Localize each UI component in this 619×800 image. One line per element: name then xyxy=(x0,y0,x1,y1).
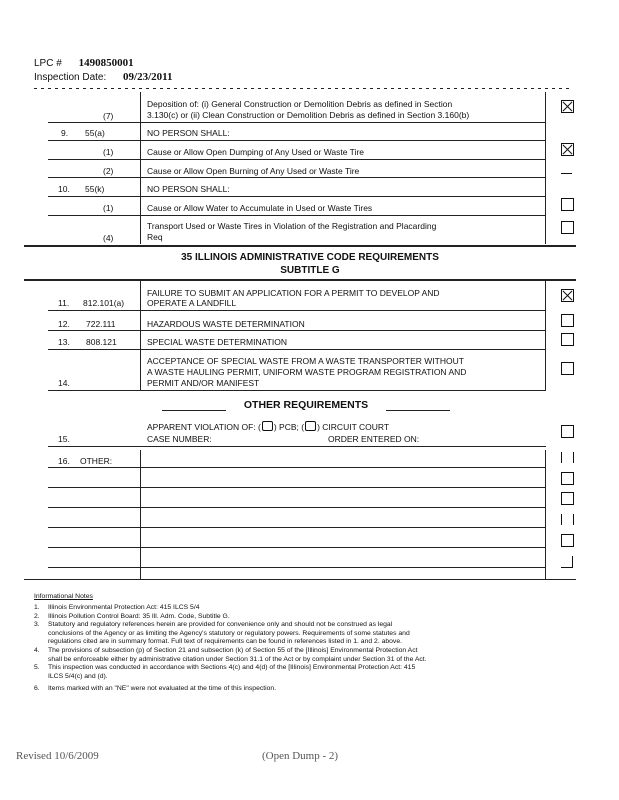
pcb-checkbox[interactable] xyxy=(262,421,273,431)
row-7-text-1: Deposition of: (i) General Construction or Demolition Debris as defined in Section xyxy=(147,99,453,109)
other-line-3 xyxy=(48,507,546,508)
column-rule xyxy=(545,450,546,580)
inspection-date xyxy=(34,71,173,83)
inspection-date-value: 09/23/2011 xyxy=(123,71,173,83)
row-16-number: 16. xyxy=(58,456,70,466)
lpc-label: LPC # xyxy=(34,58,62,69)
other-checkbox-3[interactable] xyxy=(561,492,574,505)
column-rule xyxy=(545,281,546,391)
lpc-number xyxy=(34,57,134,69)
section-35-subtitle: SUBTITLE G xyxy=(280,265,340,276)
row-10-text: NO PERSON SHALL: xyxy=(147,184,230,194)
row-12-checkbox[interactable] xyxy=(561,314,574,327)
lpc-value: 1490850001 xyxy=(78,57,134,69)
row-14-checkbox[interactable] xyxy=(561,362,574,375)
note-6 xyxy=(34,685,554,694)
note-line: The provisions of subsection (p) of Section 21 and subsection (k) of Section 55 of the [Illinois] Environmental Protection Act xyxy=(48,646,418,654)
other-requirements-title: OTHER REQUIREMENTS xyxy=(243,399,369,411)
notes-heading: Informational Notes xyxy=(34,593,93,600)
case-number-label: CASE NUMBER: xyxy=(147,434,212,444)
row-rule xyxy=(48,330,546,331)
circuit-court-checkbox[interactable] xyxy=(305,421,316,431)
row-13-code: 808.121 xyxy=(86,337,117,347)
row-11-checkbox[interactable] xyxy=(561,289,574,302)
note-1 xyxy=(34,604,554,613)
apparent-violation-label: APPARENT VIOLATION OF: xyxy=(147,422,256,432)
other-line-5 xyxy=(48,547,546,548)
row-10-4-text-1: Transport Used or Waste Tires in Violation of the Registration and Placarding xyxy=(147,221,437,231)
order-entered-label: ORDER ENTERED ON: xyxy=(328,434,420,444)
column-rule xyxy=(140,450,141,580)
other-checkbox-5[interactable] xyxy=(561,534,574,547)
row-14-number: 14. xyxy=(58,378,70,388)
note-5 xyxy=(34,664,554,681)
note-number: 1. xyxy=(34,604,40,611)
row-10-4-text-2: Req xyxy=(147,232,163,242)
row-rule xyxy=(48,349,546,350)
note-line: Illinois Environmental Protection Act: 415 ILCS 5/4 xyxy=(48,604,200,611)
row-7-code: (7) xyxy=(103,111,114,121)
column-rule xyxy=(140,281,141,391)
row-14-text-2: A WASTE HAULING PERMIT, UNIFORM WASTE PROGRAM REGISTRATION AND xyxy=(147,367,467,377)
note-number: 3. xyxy=(34,621,40,629)
row-rule xyxy=(48,140,546,141)
row-12-text: HAZARDOUS WASTE DETERMINATION xyxy=(147,319,305,329)
row-rule xyxy=(48,159,546,160)
row-rule xyxy=(48,177,546,178)
other-line-2 xyxy=(48,487,546,488)
row-12-code: 722.111 xyxy=(86,319,116,329)
row-11-text-1: FAILURE TO SUBMIT AN APPLICATION FOR A PERMIT TO DEVELOP AND xyxy=(147,288,440,298)
note-lines xyxy=(48,664,415,681)
note-3 xyxy=(34,621,554,647)
row-14-text-1: ACCEPTANCE OF SPECIAL WASTE FROM A WASTE TRANSPORTER WITHOUT xyxy=(147,356,464,366)
note-number: 4. xyxy=(34,646,40,654)
table-bottom-rule xyxy=(24,579,576,580)
row-9-2-checkbox[interactable] xyxy=(561,162,572,174)
row-14-text-3: PERMIT AND/OR MANIFEST xyxy=(147,378,260,388)
row-9-text: NO PERSON SHALL: xyxy=(147,128,230,138)
row-10-1-code: (1) xyxy=(103,203,114,213)
circuit-court-label: CIRCUIT COURT xyxy=(322,422,390,432)
row-11-number: 11. xyxy=(58,298,70,308)
row-9-2-text: Cause or Allow Open Burning of Any Used or Waste Tire xyxy=(147,166,360,176)
row-10-4-code: (4) xyxy=(103,233,114,243)
note-number: 5. xyxy=(34,664,40,672)
revised-date: Revised 10/6/2009 xyxy=(16,750,99,762)
row-9-1-text: Cause or Allow Open Dumping of Any Used or Waste Tire xyxy=(147,147,365,157)
note-2 xyxy=(34,613,554,622)
note-line: regulations cited are in summary format. Full text of requirements can be found in references listed in 1. and 2. above. xyxy=(48,638,402,646)
row-9-1-code: (1) xyxy=(103,147,114,157)
other-line-6 xyxy=(48,567,546,568)
other-label: OTHER: xyxy=(80,456,113,466)
note-number: 6. xyxy=(34,685,40,693)
section-rule xyxy=(24,245,576,247)
row-13-checkbox[interactable] xyxy=(561,333,574,346)
note-line: conclusions of the Agency or as limiting the Agency's statutory or regulatory powers. Requirements of some statutes and xyxy=(48,629,410,637)
other-checkbox-4[interactable] xyxy=(561,514,574,525)
title-rule xyxy=(162,410,226,411)
row-15-number: 15. xyxy=(58,434,70,444)
row-10-4-checkbox[interactable] xyxy=(561,221,574,234)
other-checkbox-1[interactable] xyxy=(561,452,574,463)
row-12-number: 12. xyxy=(58,319,70,329)
column-rule xyxy=(545,92,546,244)
pcb-label: PCB; xyxy=(279,422,299,432)
apparent-violation-line: APPARENT VIOLATION OF: ( ) PCB; ( ) CIRCUIT COURT xyxy=(147,422,390,432)
row-rule xyxy=(48,122,546,123)
notes-list xyxy=(34,604,554,694)
row-10-number: 10. xyxy=(58,184,70,194)
row-7-checkbox[interactable] xyxy=(561,100,574,113)
note-line: Statutory and regulatory references herein are provided for convenience only and should not be construed as legal xyxy=(48,621,393,629)
note-4 xyxy=(34,647,554,664)
note-line: shall be enforceable either by administrative citation under Section 31.1 of the Act or by complaint under Section 31 of the Act. xyxy=(48,655,427,663)
row-rule xyxy=(48,215,546,216)
title-rule xyxy=(386,410,450,411)
row-7-text-2: 3.130(c) or (ii) Clean Construction or Demolition Debris as defined in Section 3.160(b) xyxy=(147,110,470,120)
row-15-checkbox[interactable] xyxy=(561,425,574,438)
note-line: ILCS 5/4(c) and (d). xyxy=(48,672,108,680)
column-rule xyxy=(140,92,141,244)
row-10-code: 55(k) xyxy=(85,184,105,194)
row-rule xyxy=(48,390,546,391)
row-13-number: 13. xyxy=(58,337,70,347)
note-line: Illinois Pollution Control Board: 35 Ill. Adm. Code, Subtitle G. xyxy=(48,612,230,620)
row-9-code: 55(a) xyxy=(85,128,105,138)
other-line-4 xyxy=(48,527,546,528)
page-label: (Open Dump - 2) xyxy=(262,750,339,762)
note-lines xyxy=(48,621,410,647)
other-checkbox-2[interactable] xyxy=(561,472,574,485)
note-number: 2. xyxy=(34,612,40,620)
row-rule xyxy=(48,196,546,197)
row-9-number: 9. xyxy=(61,128,69,138)
row-rule xyxy=(48,446,546,447)
section-35-title: 35 ILLINOIS ADMINISTRATIVE CODE REQUIREMENTS xyxy=(181,252,439,263)
row-11-code: 812.101(a) xyxy=(83,298,125,308)
row-11-text-2: OPERATE A LANDFILL xyxy=(147,298,237,308)
row-10-1-checkbox[interactable] xyxy=(561,198,574,211)
row-9-1-checkbox[interactable] xyxy=(561,143,574,156)
note-lines xyxy=(48,647,427,664)
row-9-2-code: (2) xyxy=(103,166,114,176)
row-10-1-text: Cause or Allow Water to Accumulate in Used or Waste Tires xyxy=(147,203,373,213)
other-line-1 xyxy=(48,467,546,468)
inspection-date-label: Inspection Date: xyxy=(34,72,107,83)
header-divider xyxy=(34,88,570,89)
row-rule xyxy=(48,310,546,311)
section-rule xyxy=(24,279,576,281)
note-line: Items marked with an "NE" were not evaluated at the time of this inspection. xyxy=(48,685,277,693)
row-13-text: SPECIAL WASTE DETERMINATION xyxy=(147,337,287,347)
other-checkbox-6[interactable] xyxy=(561,556,573,568)
note-line: This inspection was conducted in accordance with Sections 4(c) and 4(d) of the [Illinois] Environmental Protection Act: 415 xyxy=(48,664,416,672)
